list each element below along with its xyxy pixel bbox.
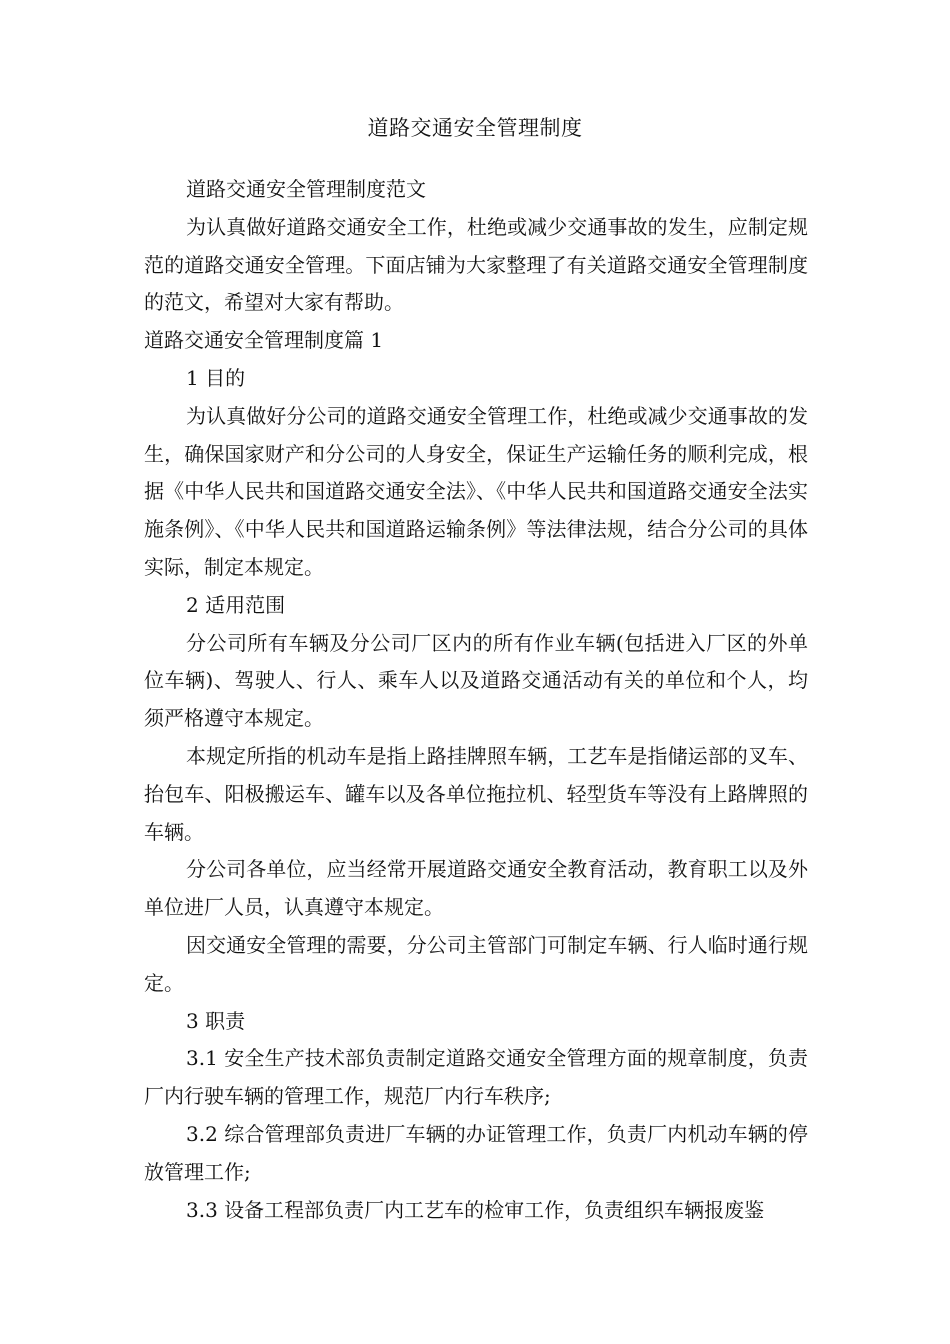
paragraph: 分公司所有车辆及分公司厂区内的所有作业车辆(包括进入厂区的外单位车辆)、驾驶人、行人、乘车人以及道路交通活动有关的单位和个人，均须严格遵守本规定。 — [144, 630, 808, 731]
paragraph: 分公司各单位，应当经常开展道路交通安全教育活动，教育职工以及外单位进厂人员，认真遵守本规定。 — [144, 857, 808, 920]
paragraph: 为认真做好道路交通安全工作，杜绝或减少交通事故的发生，应制定规范的道路交通安全管理。下面店铺为大家整理了有关道路交通安全管理制度的范文，希望对大家有帮助。 — [144, 214, 808, 315]
paragraph: 本规定所指的机动车是指上路挂牌照车辆，工艺车是指储运部的叉车、抬包车、阳极搬运车、罐车以及各单位拖拉机、轻型货车等没有上路牌照的车辆。 — [144, 743, 808, 844]
paragraph: 3.1 安全生产技术部负责制定道路交通安全管理方面的规章制度，负责厂内行驶车辆的管理工作，规范厂内行车秩序; — [144, 1046, 808, 1109]
paragraph: 因交通安全管理的需要，分公司主管部门可制定车辆、行人临时通行规定。 — [144, 932, 808, 995]
paragraph: 3.2 综合管理部负责进厂车辆的办证管理工作，负责厂内机动车辆的停放管理工作; — [144, 1121, 808, 1184]
document-body — [144, 171, 808, 1229]
section-heading: 1 目的 — [186, 365, 246, 390]
section-heading: 3 职责 — [186, 1008, 246, 1033]
document-title: 道路交通安全管理制度 — [367, 116, 583, 140]
section-heading: 2 适用范围 — [186, 592, 286, 617]
paragraph: 为认真做好分公司的道路交通安全管理工作，杜绝或减少交通事故的发生，确保国家财产和分公司的人身安全，保证生产运输任务的顺利完成，根据《中华人民共和国道路交通安全法》、《中华人民共和国道路交通安全法实施条例》、《中华人民共和国道路运输条例》等法律法规，结合分公司的具体实际，制定本规定。 — [144, 403, 808, 579]
paragraph: 道路交通安全管理制度范文 — [186, 177, 426, 201]
paragraph: 3.3 设备工程部负责厂内工艺车的检审工作，负责组织车辆报废鉴 — [186, 1197, 765, 1222]
section-heading: 道路交通安全管理制度篇 1 — [144, 328, 384, 353]
